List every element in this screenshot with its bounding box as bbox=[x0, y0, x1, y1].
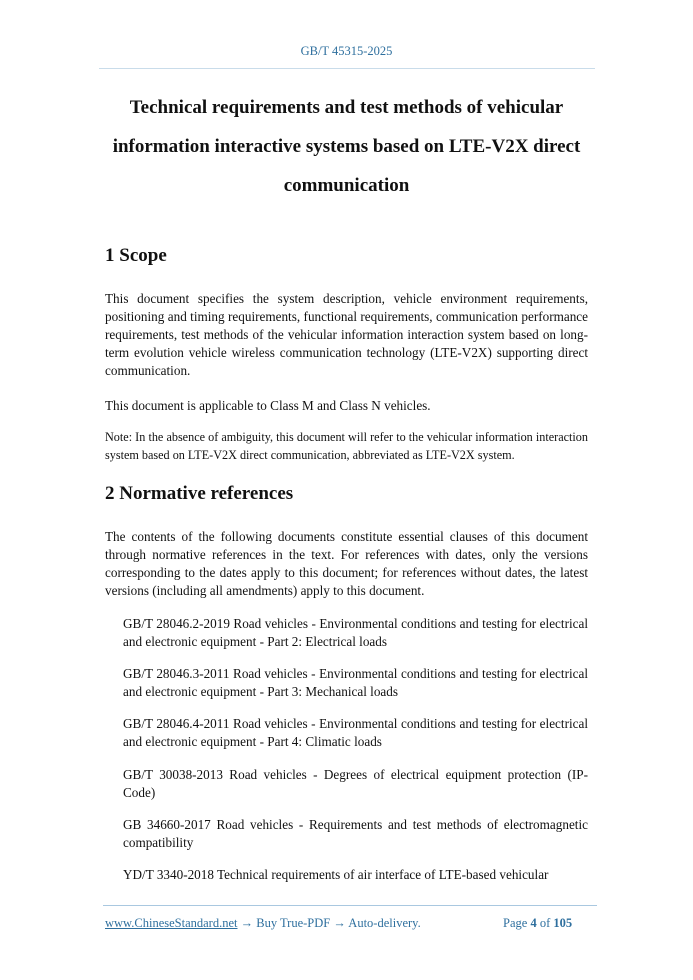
document-title bbox=[90, 88, 603, 205]
reference-item: YD/T 3340-2018 Technical requirements of air interface of LTE-based vehicular bbox=[123, 867, 549, 882]
total-pages: 105 bbox=[553, 916, 573, 930]
scope-note: Note: In the absence of ambiguity, this document will refer to the vehicular information interaction system based on LTE-V2X direct communication, abbreviated as LTE-V2X system. bbox=[105, 430, 588, 462]
title-line: communication bbox=[283, 175, 410, 196]
references-intro-paragraph: The contents of the following documents constitute essential clauses of this document through normative references in the text. For references with dates, only the versions corresponding to the dates apply to this document; for references without dates, the latest versions (including all amendments) apply to this document. bbox=[105, 529, 588, 598]
scope-paragraph: This document specifies the system description, vehicle environment requirements, positioning and timing requirements, functional requirements, communication performance requirements, test methods of the vehicular information interaction system based on long-term evolution vehicle wireless communication technology (LTE-V2X) supporting direct communication. bbox=[105, 291, 588, 378]
header-standard-code: GB/T 45315-2025 bbox=[300, 44, 393, 58]
footer-promo bbox=[105, 916, 421, 931]
reference-item: GB/T 28046.3-2011 Road vehicles - Environmental conditions and testing for electrical and electronic equipment - Part 3: Mechanical loads bbox=[123, 666, 588, 699]
scope-applicability-paragraph: This document is applicable to Class M and Class N vehicles. bbox=[105, 398, 431, 413]
section-heading-normative-references: 2 Normative references bbox=[105, 483, 294, 504]
footer-promo-text: → Buy True-PDF → Auto-delivery. bbox=[237, 916, 421, 930]
title-line: information interactive systems based on LTE-V2X direct bbox=[112, 136, 581, 157]
reference-item: GB/T 28046.4-2011 Road vehicles - Environmental conditions and testing for electrical and electronic equipment - Part 4: Climatic loads bbox=[123, 716, 588, 749]
page-of: of bbox=[536, 916, 554, 930]
page-prefix: Page bbox=[503, 916, 531, 930]
section-heading-scope: 1 Scope bbox=[105, 245, 167, 266]
header-divider bbox=[99, 68, 595, 69]
reference-item: GB 34660-2017 Road vehicles - Requirements and test methods of electromagnetic compatibility bbox=[123, 817, 588, 850]
reference-item: GB/T 28046.2-2019 Road vehicles - Environmental conditions and testing for electrical and electronic equipment - Part 2: Electrical loads bbox=[123, 616, 588, 649]
site-link[interactable]: www.ChineseStandard.net bbox=[105, 916, 238, 930]
footer-divider bbox=[103, 905, 597, 906]
page-indicator bbox=[503, 916, 572, 931]
current-page: 4 bbox=[530, 916, 537, 930]
title-line: Technical requirements and test methods of vehicular bbox=[129, 97, 564, 118]
reference-item: GB/T 30038-2013 Road vehicles - Degrees of electrical equipment protection (IP-Code) bbox=[123, 767, 588, 800]
